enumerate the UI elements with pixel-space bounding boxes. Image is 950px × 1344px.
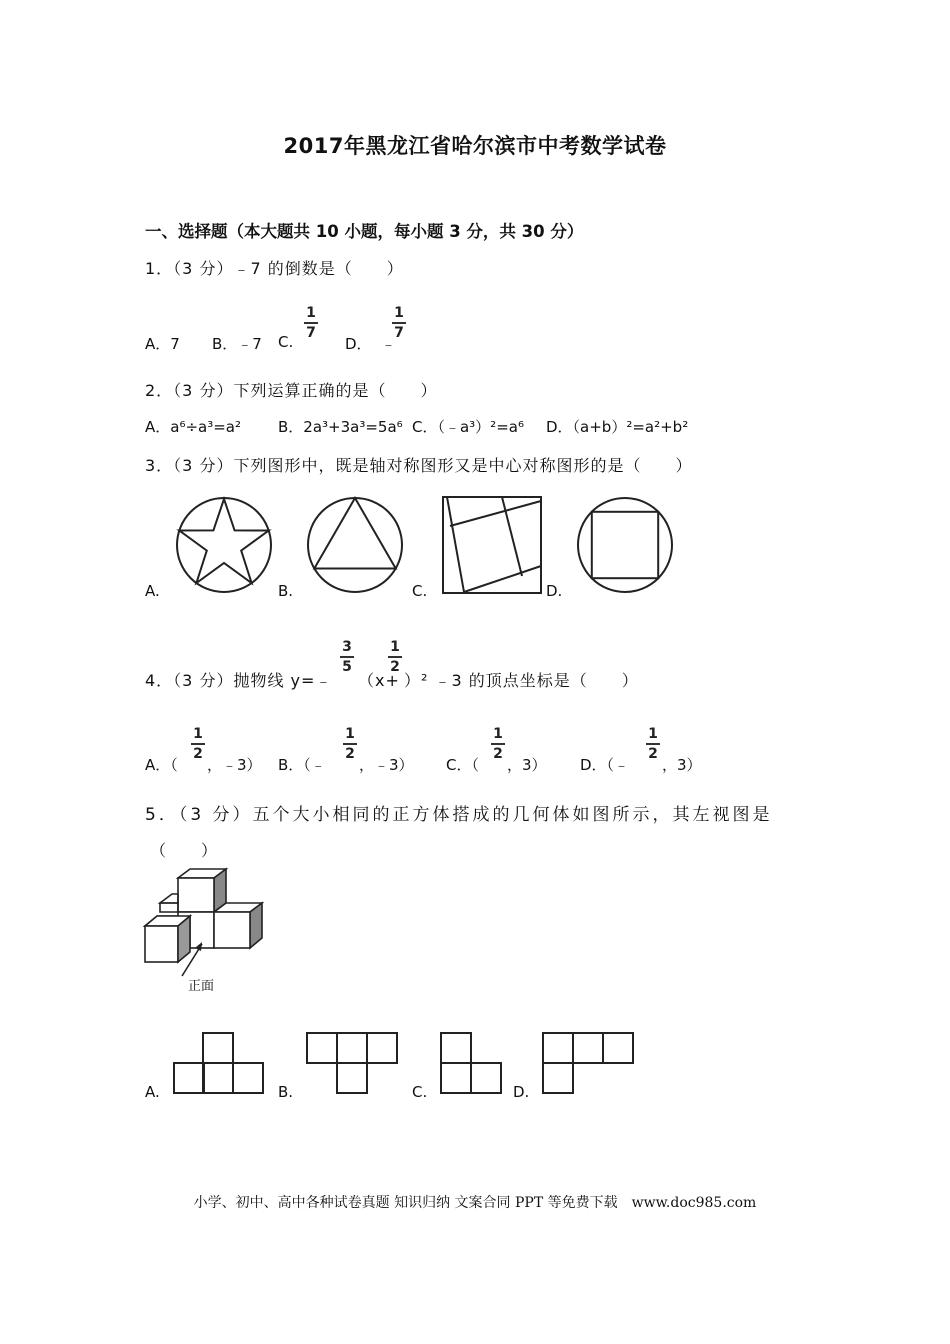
q1-option-a: A．7	[145, 335, 180, 353]
question-5-stem-line2: （ ）	[150, 841, 219, 860]
q2-option-b: B．2a³+3a³=5a⁶	[278, 418, 403, 436]
q4-option-c-rest: ，3）	[507, 756, 547, 774]
fraction-denominator: 2	[193, 745, 203, 762]
view-c-figure	[440, 1032, 504, 1096]
fraction-numerator: 1	[390, 639, 400, 655]
fraction-denominator: 7	[394, 324, 404, 341]
q4-option-a: A．（	[145, 756, 178, 774]
q4-option-d: D．（﹣	[580, 756, 630, 774]
q3-option-a: A.	[145, 582, 160, 600]
q4-option-b-rest: ，﹣3）	[359, 756, 414, 774]
q4-option-a-rest: ，﹣3）	[207, 756, 262, 774]
q1-option-d-sign: ﹣	[381, 335, 397, 353]
q1-option-d: D．	[345, 335, 372, 353]
q4-option-d-rest: ，3）	[662, 756, 702, 774]
fraction-numerator: 3	[342, 639, 352, 655]
question-5-stem-line1: 5．（3 分）五个大小相同的正方体搭成的几何体如图所示，其左视图是	[145, 805, 773, 825]
fraction-bar	[343, 743, 357, 745]
pinwheel-square-figure	[442, 496, 542, 594]
square-in-circle-figure	[576, 496, 674, 594]
page-title: 2017年黑龙江省哈尔滨市中考数学试卷	[283, 134, 667, 158]
q4-a-fraction	[191, 727, 205, 761]
fraction-numerator: 1	[493, 726, 503, 742]
fraction-denominator: 2	[648, 745, 658, 762]
q2-option-a: A．a⁶÷a³=a²	[145, 418, 242, 436]
q3-option-b: B.	[278, 582, 294, 600]
fraction-denominator: 5	[342, 658, 352, 675]
q1-fraction-d	[392, 306, 406, 340]
q1-option-b: B．﹣7	[212, 335, 262, 353]
question-4-stem-end: ）² ﹣3 的顶点坐标是（ ）	[404, 671, 639, 690]
section-heading: 一、选择题（本大题共 10 小题，每小题 3 分，共 30 分）	[145, 222, 584, 241]
question-2-stem: 2．（3 分）下列运算正确的是（ ）	[145, 381, 438, 400]
question-4-stem-mid: （x+	[358, 671, 400, 690]
fraction-bar	[388, 656, 402, 658]
q1-option-c: C.	[278, 333, 294, 351]
fraction-numerator: 1	[648, 726, 658, 742]
q5-option-c: C.	[412, 1083, 428, 1101]
front-label: 正面	[188, 979, 215, 994]
q4-option-b: B．（﹣	[278, 756, 326, 774]
q4-d-fraction	[646, 727, 660, 761]
q4-c-fraction	[491, 727, 505, 761]
fraction-numerator: 1	[394, 305, 404, 321]
q4-fraction-three-fifths	[340, 640, 354, 674]
page-footer: 小学、初中、高中各种试卷真题 知识归纳 文案合同 PPT 等免费下载 www.doc985.com	[193, 1195, 757, 1211]
fraction-bar	[646, 743, 660, 745]
fraction-denominator: 2	[493, 745, 503, 762]
fraction-denominator: 7	[306, 324, 316, 341]
q1-fraction-c	[304, 306, 318, 340]
fraction-bar	[340, 656, 354, 658]
fraction-denominator: 2	[345, 745, 355, 762]
fraction-numerator: 1	[306, 305, 316, 321]
fraction-bar	[191, 743, 205, 745]
q5-option-d: D.	[513, 1083, 530, 1101]
q4-fraction-one-half	[388, 640, 402, 674]
fraction-bar	[491, 743, 505, 745]
q5-option-a: A.	[145, 1083, 160, 1101]
question-3-stem: 3．（3 分）下列图形中，既是轴对称图形又是中心对称图形的是（ ）	[145, 456, 693, 475]
triangle-in-circle-figure	[306, 496, 404, 594]
star-in-circle-figure	[175, 496, 273, 594]
view-a-figure	[173, 1032, 267, 1096]
fraction-numerator: 1	[193, 726, 203, 742]
q2-option-c: C．（﹣a³）²=a⁶	[412, 418, 524, 436]
q3-option-c: C.	[412, 582, 428, 600]
q4-b-fraction	[343, 727, 357, 761]
question-4-stem-start: 4．（3 分）抛物线 y=﹣	[145, 671, 333, 690]
question-1-stem: 1．（3 分）﹣7 的倒数是（ ）	[145, 259, 404, 278]
q5-option-b: B.	[278, 1083, 294, 1101]
fraction-bar	[304, 322, 318, 324]
fraction-bar	[392, 322, 406, 324]
fraction-denominator: 2	[390, 658, 400, 675]
q2-option-d: D．（a+b）²=a²+b²	[546, 418, 689, 436]
view-b-figure	[306, 1032, 400, 1096]
q3-option-d: D.	[546, 582, 563, 600]
view-d-figure	[542, 1032, 636, 1096]
q4-option-c: C．（	[446, 756, 479, 774]
fraction-numerator: 1	[345, 726, 355, 742]
